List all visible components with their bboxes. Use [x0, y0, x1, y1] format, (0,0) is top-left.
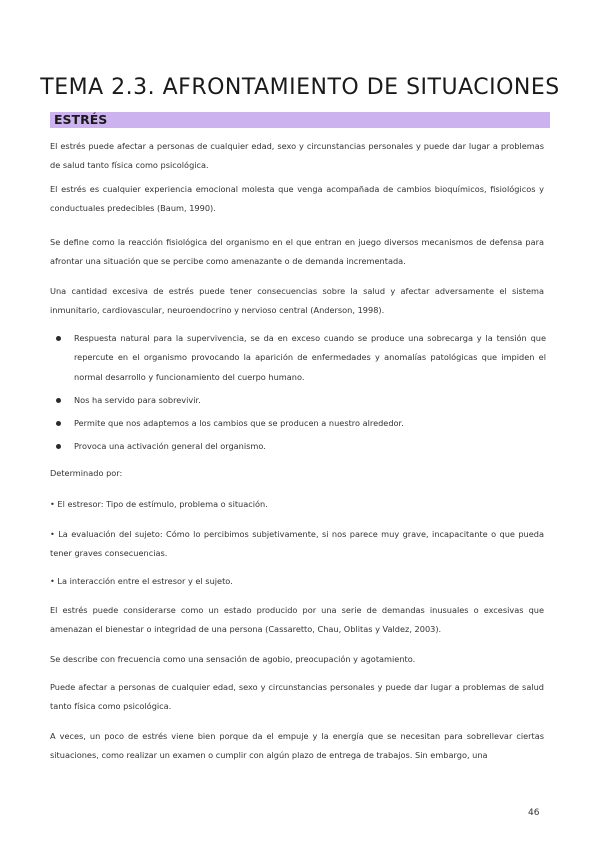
- list-item: Respuesta natural para la supervivencia, se da en exceso cuando se produce una sobrecarga y la tensión que repercute en el organismo provocando la aparición de enfermedades y anomalías patológicas que impiden el normal desarrollo y funcionamiento del cuerpo humano.: [50, 329, 546, 387]
- section-highlight-band: [50, 112, 550, 128]
- page-title: TEMA 2.3. AFRONTAMIENTO DE SITUACIONES: [40, 75, 560, 100]
- stress-bullet-list: [50, 329, 546, 460]
- paragraph-excess-stress: Una cantidad excesiva de estrés puede tener consecuencias sobre la salud y afectar adversamente el sistema inmunitario, cardiovascular, neuroendocrino y nervioso central (Anderson, 1998).: [50, 286, 544, 316]
- bullet-dot-icon: [56, 444, 61, 449]
- paragraph-affects-everyone: Puede afectar a personas de cualquier edad, sexo y circunstancias personales y puede dar lugar a problemas de salud tanto física como psicológica.: [50, 682, 544, 712]
- list-item: Provoca una activación general del organismo.: [50, 437, 546, 456]
- list-item: Permite que nos adaptemos a los cambios que se producen a nuestro alrededor.: [50, 414, 546, 433]
- section-title: ESTRÉS: [54, 112, 108, 127]
- paragraph-physiological-reaction: Se define como la reacción fisiológica del organismo en el que entran en juego diversos mecanismos de defensa para afrontar una situación que se percibe como amenazante o de demanda incrementada.: [50, 237, 544, 267]
- page-number: 46: [528, 808, 540, 818]
- paragraph-intro: El estrés puede afectar a personas de cualquier edad, sexo y circunstancias personales y puede dar lugar a problemas de salud tanto física como psicológica.: [50, 141, 544, 171]
- bullet-dot-icon: [56, 336, 61, 341]
- determinant-stressor: • El estresor: Tipo de estímulo, problema o situación.: [50, 499, 268, 509]
- paragraph-good-stress: A veces, un poco de estrés viene bien porque da el empuje y la energía que se necesitan para sobrellevar ciertas situaciones, como realizar un examen o cumplir con algún plazo de entrega de trabajos. Sin embargo, una: [50, 731, 544, 761]
- list-item: Nos ha servido para sobrevivir.: [50, 391, 546, 410]
- determinant-evaluation: • La evaluación del sujeto: Cómo lo percibimos subjetivamente, si nos parece muy grave, incapacitante o que pueda tener graves consecuencias.: [50, 529, 544, 559]
- determined-by-label: Determinado por:: [50, 468, 123, 478]
- bullet-dot-icon: [56, 398, 61, 403]
- determinant-interaction: • La interacción entre el estresor y el sujeto.: [50, 576, 233, 586]
- paragraph-demands: El estrés puede considerarse como un estado producido por una serie de demandas inusuales o excesivas que amenazan el bienestar o integridad de una persona (Cassaretto, Chau, Oblitas y Valdez, 2003).: [50, 605, 544, 635]
- paragraph-definition-baum: El estrés es cualquier experiencia emocional molesta que venga acompañada de cambios bioquímicos, fisiológicos y conductuales predecibles (Baum, 1990).: [50, 184, 544, 214]
- bullet-dot-icon: [56, 421, 61, 426]
- paragraph-sensation: Se describe con frecuencia como una sensación de agobio, preocupación y agotamiento.: [50, 654, 416, 664]
